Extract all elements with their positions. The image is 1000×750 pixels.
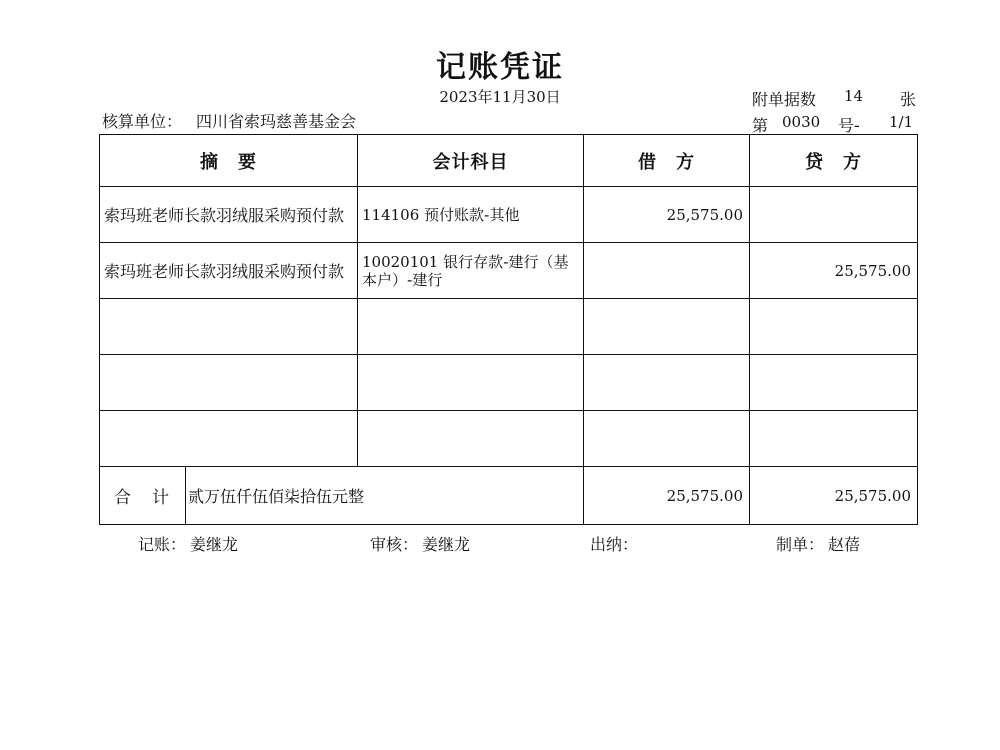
table-row	[100, 299, 918, 355]
row-account	[358, 187, 584, 243]
signature-cashier	[590, 532, 642, 555]
row-credit	[750, 187, 918, 243]
row-summary: 索玛班老师长款羽绒服采购预付款	[100, 243, 358, 299]
total-amount-words: 贰万伍仟伍佰柒拾伍元整	[186, 467, 584, 525]
row-debit: 25,575.00	[584, 187, 750, 243]
attachments-number: 14	[844, 87, 864, 105]
auditor-name: 姜继龙	[422, 535, 471, 554]
signature-bookkeeper	[138, 532, 238, 555]
cashier-label: 出纳：	[590, 535, 639, 554]
accounting-unit-label: 核算单位：	[102, 112, 183, 131]
header-debit: 借 方	[584, 135, 750, 187]
header-credit: 贷 方	[750, 135, 918, 187]
account-code: 10020101	[362, 252, 439, 271]
signature-auditor	[370, 532, 470, 555]
accounting-unit	[102, 109, 356, 132]
auditor-label: 审核：	[370, 535, 419, 554]
table-row	[100, 243, 918, 299]
row-summary	[100, 355, 358, 411]
row-account	[358, 355, 584, 411]
voucher-suffix: 号-	[838, 116, 860, 135]
voucher-date: 2023年11月30日	[439, 88, 561, 106]
attachments-unit: 张	[900, 90, 917, 109]
header-summary: 摘 要	[100, 135, 358, 187]
voucher-number	[752, 113, 914, 136]
row-credit	[750, 355, 918, 411]
row-summary	[100, 299, 358, 355]
bookkeeper-name: 姜继龙	[190, 535, 239, 554]
row-credit	[750, 411, 918, 467]
row-summary: 索玛班老师长款羽绒服采购预付款	[100, 187, 358, 243]
header-account: 会计科目	[358, 135, 584, 187]
row-debit	[584, 243, 750, 299]
voucher-title: 记账凭证	[436, 50, 564, 85]
total-credit: 25,575.00	[750, 467, 918, 525]
row-debit	[584, 355, 750, 411]
table-row	[100, 187, 918, 243]
total-label: 合 计	[100, 467, 186, 525]
row-credit	[750, 299, 918, 355]
table-row	[100, 411, 918, 467]
voucher-number-value: 0030	[782, 113, 821, 131]
signature-preparer	[776, 532, 860, 555]
table-row	[100, 355, 918, 411]
bookkeeper-label: 记账：	[138, 535, 187, 554]
account-name: 预付账款-其他	[424, 205, 520, 224]
row-summary	[100, 411, 358, 467]
account-code: 114106	[362, 205, 420, 224]
accounting-unit-value: 四川省索玛慈善基金会	[196, 112, 357, 131]
preparer-name: 赵蓓	[828, 535, 861, 554]
voucher-prefix: 第	[752, 116, 769, 135]
attachments-count	[752, 87, 917, 110]
row-debit	[584, 411, 750, 467]
row-credit: 25,575.00	[750, 243, 918, 299]
row-account	[358, 243, 584, 299]
row-debit	[584, 299, 750, 355]
row-account	[358, 299, 584, 355]
total-debit: 25,575.00	[584, 467, 750, 525]
row-account	[358, 411, 584, 467]
account-name: 银行存款-建行（基本户）-建行	[362, 252, 569, 289]
voucher-page: 1/1	[889, 113, 914, 131]
voucher-table	[99, 134, 918, 525]
total-row	[100, 467, 918, 525]
attachments-label: 附单据数	[752, 90, 817, 109]
preparer-label: 制单：	[776, 535, 825, 554]
